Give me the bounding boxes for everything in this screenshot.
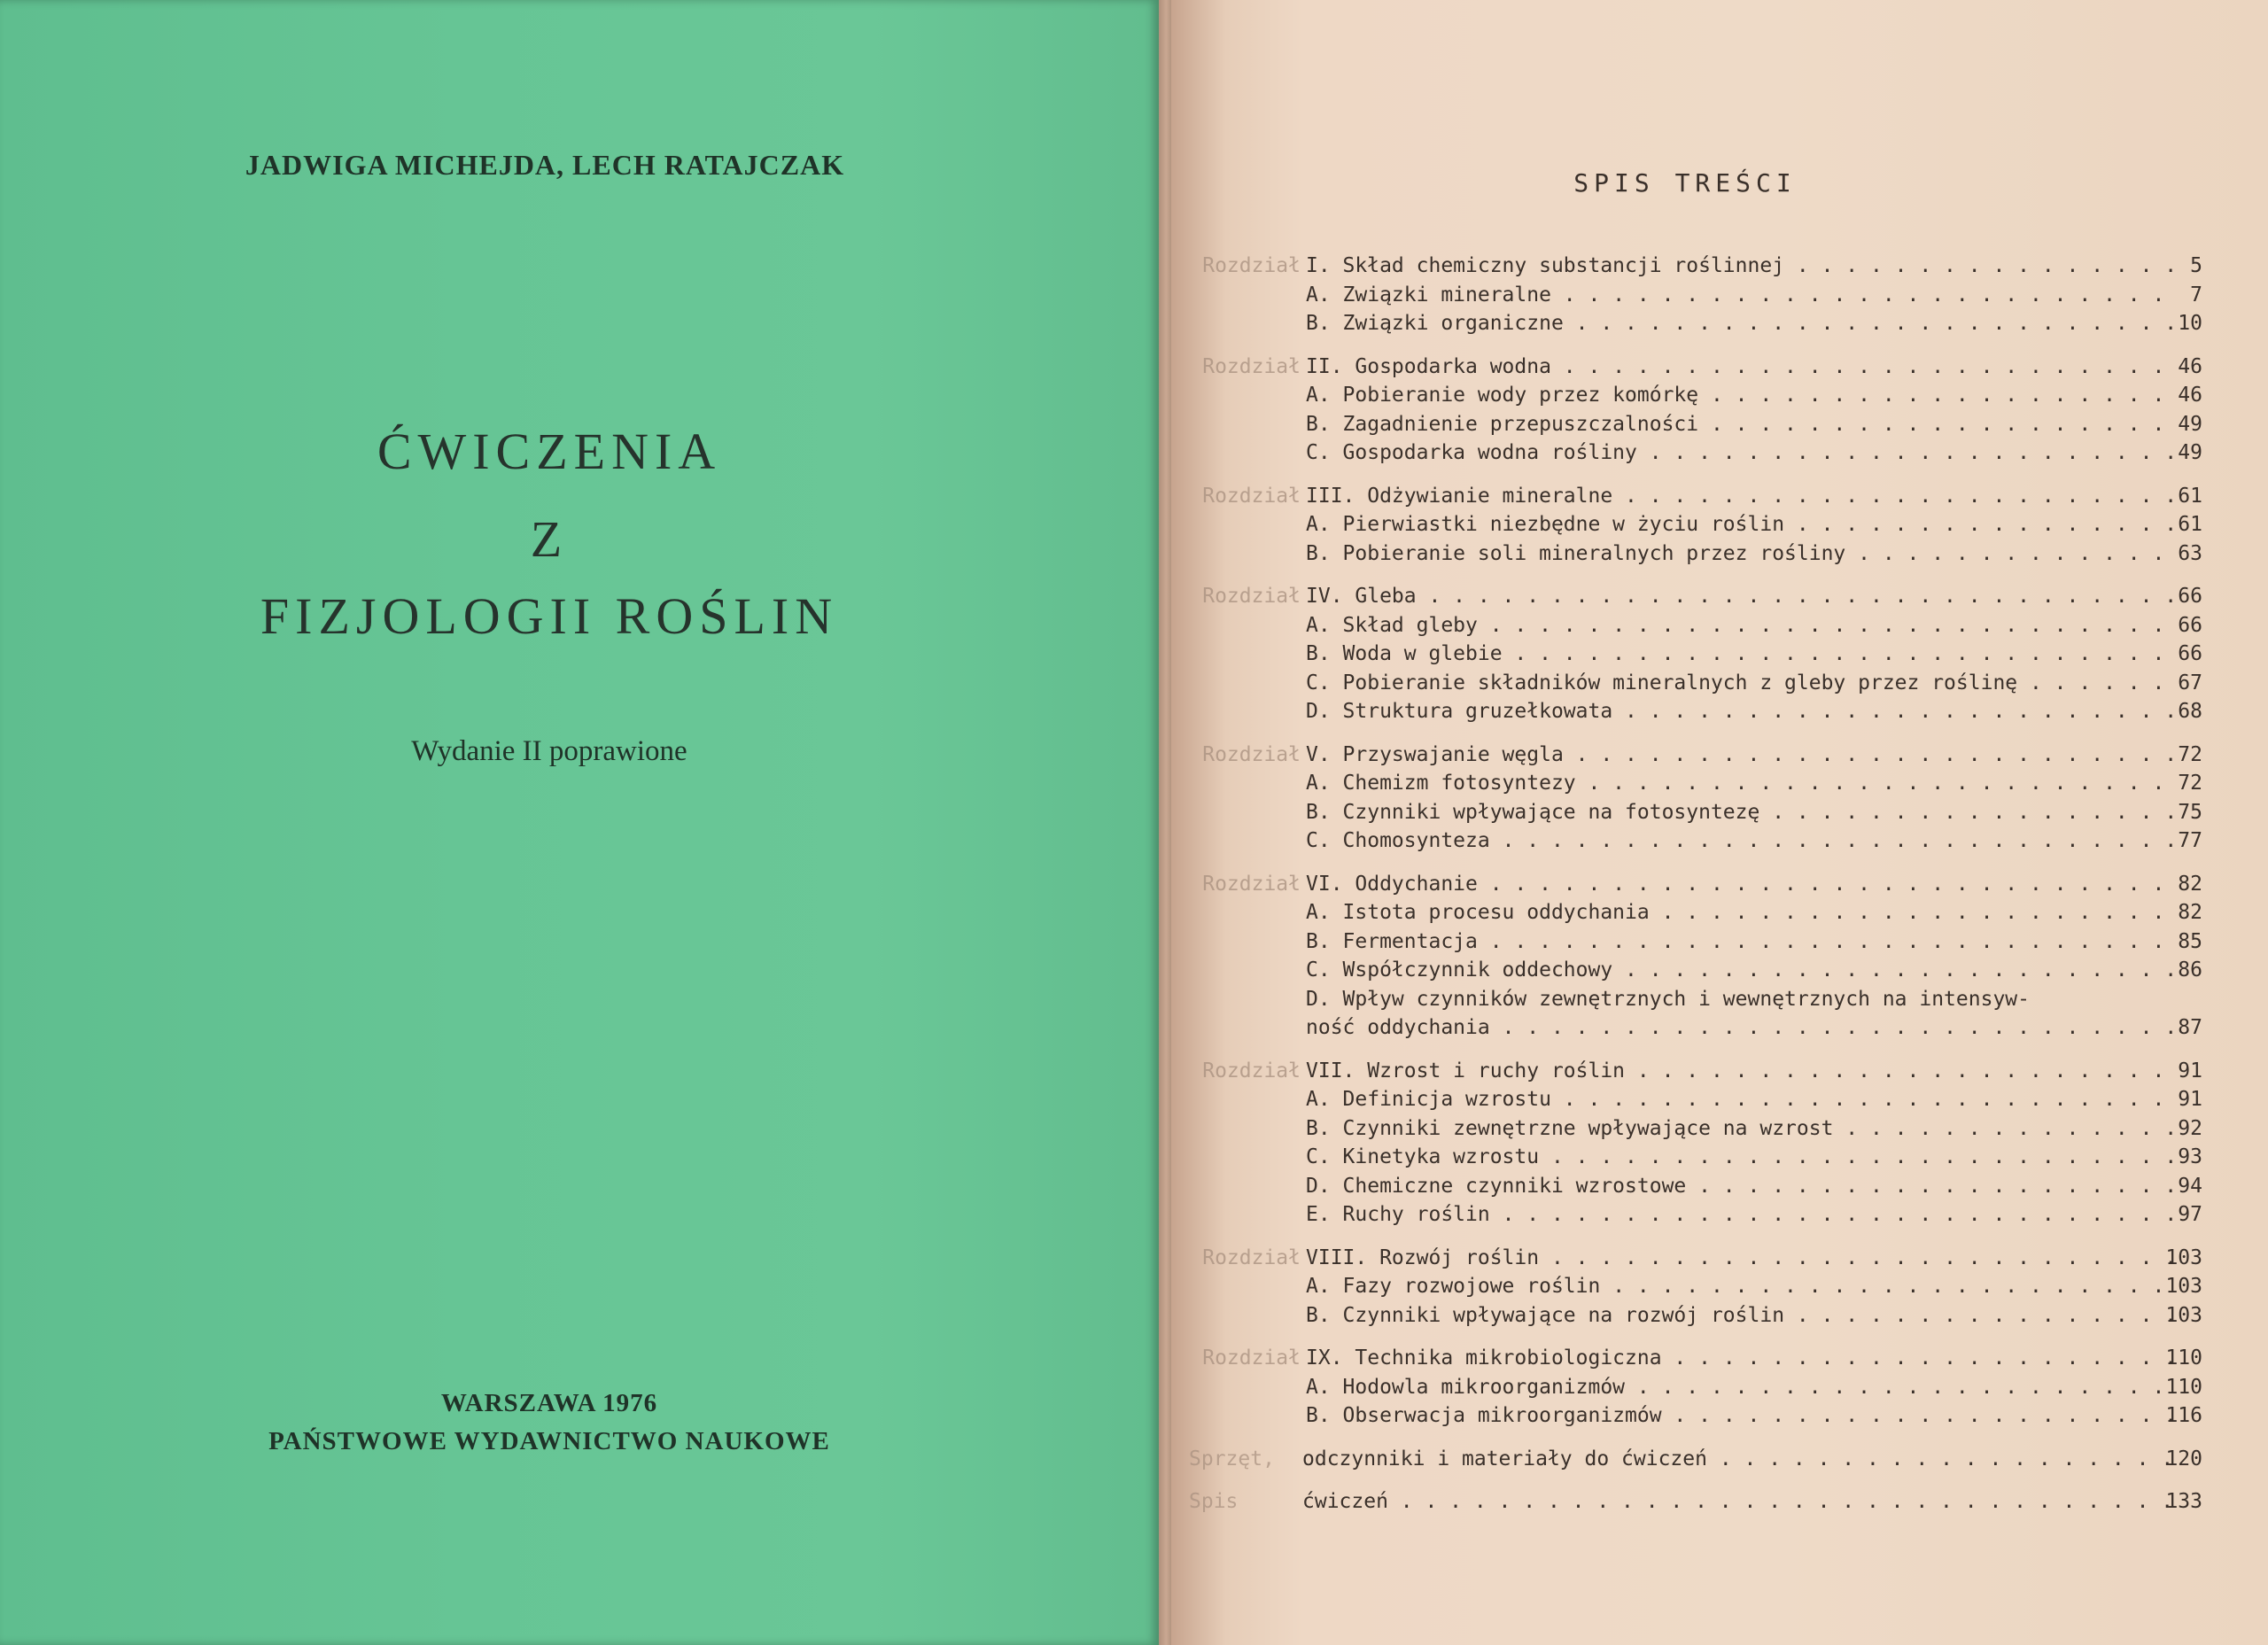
toc-entry-label: A. Pierwiastki niezbędne w życiu roślin . . . (1306, 510, 2172, 539)
toc-entry-label: A. Hodowla mikroorganizmów . . . (1306, 1373, 2172, 1402)
toc-subentry-row (1171, 985, 2268, 1014)
toc-subentry-row (1171, 1301, 2268, 1331)
toc-entry-label: C. Chomosynteza . . . (1306, 826, 2172, 856)
toc-subentry-row (1171, 640, 2268, 669)
toc-subentry-row (1171, 1373, 2268, 1402)
toc-entry-label: B. Obserwacja mikroorganizmów . . . (1306, 1401, 2172, 1431)
toc-subentry-row (1171, 769, 2268, 798)
toc-entry-label: I. Skład chemiczny substancji roślinnej . . . (1306, 252, 2172, 281)
toc-entry-label: ćwiczeń . . . (1302, 1487, 2172, 1517)
toc-entry-label: D. Struktura gruzełkowata . . . (1306, 697, 2172, 726)
toc-subentry-row (1171, 510, 2268, 539)
toc-entry-label: B. Pobieranie soli mineralnych przez rośliny . . . (1306, 539, 2172, 569)
cover-title-line-1: ĆWICZENIA (377, 423, 722, 480)
toc-entry-prefix: Rozdział (1202, 1346, 1301, 1370)
toc-entry-label: odczynniki i materiały do ćwiczeń . . . (1302, 1445, 2172, 1474)
toc-title: SPIS TREŚCI (1573, 168, 1797, 198)
cover-edge (1159, 0, 1171, 1645)
toc-entry-page-number: 91 (2178, 1059, 2202, 1082)
toc-entry-page-number: 82 (2178, 872, 2202, 896)
toc-entry-page-number: 72 (2178, 772, 2202, 795)
toc-entry-page-number: 66 (2178, 642, 2202, 665)
toc-entry-label: VIII. Rozwój roślin . . . (1306, 1244, 2172, 1273)
toc-entry-page-number: 110 (2165, 1375, 2202, 1399)
toc-entry-label: III. Odżywianie mineralne . . . (1306, 482, 2172, 511)
toc-subentry-row (1171, 956, 2268, 985)
toc-chapter-row (1171, 252, 2268, 281)
toc-entry-page-number: 66 (2178, 585, 2202, 608)
toc-chapter-row (1171, 353, 2268, 382)
toc-entry-page-number: 61 (2178, 513, 2202, 536)
toc-chapter-row (1171, 1244, 2268, 1273)
toc-list (1171, 252, 2268, 1531)
toc-entry-prefix: Rozdział (1202, 585, 1301, 608)
toc-entry-page-number: 49 (2178, 441, 2202, 464)
toc-entry-page-number: 110 (2165, 1346, 2202, 1370)
toc-entry-label: A. Chemizm fotosyntezy . . . (1306, 769, 2172, 798)
toc-chapter-row (1171, 870, 2268, 899)
toc-subentry-row (1171, 927, 2268, 957)
toc-entry-page-number: 91 (2178, 1088, 2202, 1111)
toc-entry-page-number: 103 (2165, 1245, 2202, 1269)
toc-entry-label: B. Czynniki zewnętrzne wpływające na wzrost . . . (1306, 1114, 2172, 1144)
toc-subentry-row (1171, 381, 2268, 410)
toc-spacer (1171, 338, 2268, 353)
toc-entry-page-number: 67 (2178, 671, 2202, 694)
toc-entry-label: A. Związki mineralne . . . (1306, 281, 2172, 310)
toc-entry-label: A. Pobieranie wody przez komórkę . . . (1306, 381, 2172, 410)
toc-subentry-row (1171, 1085, 2268, 1114)
toc-entry-label: B. Czynniki wpływające na fotosyntezę . . . (1306, 798, 2172, 827)
toc-entry-label: IV. Gleba . . . (1306, 582, 2172, 611)
toc-entry-page-number: 49 (2178, 412, 2202, 436)
toc-spacer (1171, 568, 2268, 582)
toc-subentry-row (1171, 410, 2268, 439)
toc-subentry-row (1171, 1200, 2268, 1230)
toc-spacer (1171, 1431, 2268, 1445)
toc-entry-label: E. Ruchy roślin . . . (1306, 1200, 2172, 1230)
toc-entry-prefix: Rozdział (1202, 354, 1301, 378)
toc-entry-label: D. Wpływ czynników zewnętrznych i wewnętrznych na intensyw- (1306, 987, 2030, 1011)
toc-subentry-row (1171, 611, 2268, 640)
toc-subentry-row (1171, 309, 2268, 338)
toc-entry-label: B. Zagadnienie przepuszczalności . . . (1306, 410, 2172, 439)
toc-spacer (1171, 1517, 2268, 1531)
toc-spacer (1171, 468, 2268, 482)
toc-entry-page-number: 120 (2165, 1447, 2202, 1470)
toc-entry-prefix: Rozdział (1202, 1245, 1301, 1269)
toc-entry-page-number: 94 (2178, 1174, 2202, 1198)
toc-extra-row (1171, 1487, 2268, 1517)
toc-entry-page-number: 66 (2178, 613, 2202, 637)
toc-entry-page-number: 75 (2178, 800, 2202, 824)
cover-title-line-3: FIZJOLOGII ROŚLIN (260, 587, 839, 645)
toc-entry-page-number: 10 (2178, 312, 2202, 335)
toc-entry-label: ność oddychania . . . (1306, 1013, 2172, 1043)
toc-entry-label: A. Fazy rozwojowe roślin . . . (1306, 1272, 2172, 1301)
toc-subentry-row (1171, 1114, 2268, 1144)
toc-entry-label: VII. Wzrost i ruchy roślin . . . (1306, 1057, 2172, 1086)
toc-subentry-row (1171, 281, 2268, 310)
toc-entry-label: D. Chemiczne czynniki wzrostowe . . . (1306, 1172, 2172, 1201)
toc-subentry-row (1171, 669, 2268, 698)
cover-authors: JADWIGA MICHEJDA, LECH RATAJCZAK (245, 149, 845, 181)
toc-subentry-row (1171, 697, 2268, 726)
toc-entry-page-number: 103 (2165, 1275, 2202, 1298)
toc-entry-label: C. Gospodarka wodna rośliny . . . (1306, 438, 2172, 468)
toc-entry-page-number: 46 (2178, 354, 2202, 378)
toc-subentry-row (1171, 1401, 2268, 1431)
toc-subentry-row (1171, 1172, 2268, 1201)
toc-entry-page-number: 63 (2178, 541, 2202, 565)
toc-entry-prefix: Spis (1189, 1490, 1239, 1513)
toc-subentry-row (1171, 1272, 2268, 1301)
toc-spacer (1171, 856, 2268, 870)
toc-entry-label: A. Definicja wzrostu . . . (1306, 1085, 2172, 1114)
toc-subentry-row (1171, 898, 2268, 927)
cover-publisher-city-year: WARSZAWA 1976 (440, 1389, 658, 1417)
toc-entry-page-number: 68 (2178, 700, 2202, 723)
toc-entry-prefix: Rozdział (1202, 1059, 1301, 1082)
toc-entry-label: B. Woda w glebie . . . (1306, 640, 2172, 669)
toc-chapter-row (1171, 482, 2268, 511)
toc-entry-page-number: 103 (2165, 1303, 2202, 1327)
toc-entry-page-number: 7 (2190, 283, 2202, 306)
cover-title-line-2: Z (530, 510, 569, 568)
toc-page (1171, 0, 2268, 1645)
cover-publisher-name: PAŃSTWOWE WYDAWNICTWO NAUKOWE (268, 1427, 830, 1455)
toc-entry-label: A. Istota procesu oddychania . . . (1306, 898, 2172, 927)
toc-entry-label: A. Skład gleby . . . (1306, 611, 2172, 640)
toc-entry-page-number: 133 (2165, 1490, 2202, 1513)
toc-entry-prefix: Rozdział (1202, 742, 1301, 766)
toc-entry-page-number: 86 (2178, 958, 2202, 982)
toc-subentry-row (1171, 1013, 2268, 1043)
toc-entry-label: II. Gospodarka wodna . . . (1306, 353, 2172, 382)
toc-entry-page-number: 72 (2178, 742, 2202, 766)
toc-entry-page-number: 116 (2165, 1404, 2202, 1427)
toc-chapter-row (1171, 1344, 2268, 1373)
toc-spacer (1171, 1043, 2268, 1057)
cover-edition: Wydanie II poprawione (411, 735, 687, 767)
toc-entry-label: C. Współczynnik oddechowy . . . (1306, 956, 2172, 985)
toc-entry-label: C. Pobieranie składników mineralnych z gleby przez roślinę . . . (1306, 669, 2172, 698)
toc-subentry-row (1171, 1143, 2268, 1172)
toc-entry-label: C. Kinetyka wzrostu . . . (1306, 1143, 2172, 1172)
toc-entry-page-number: 46 (2178, 384, 2202, 407)
toc-chapter-row (1171, 741, 2268, 770)
toc-entry-label: B. Związki organiczne . . . (1306, 309, 2172, 338)
toc-entry-prefix: Rozdział (1202, 484, 1301, 508)
toc-entry-prefix: Rozdział (1202, 254, 1301, 277)
toc-subentry-row (1171, 826, 2268, 856)
toc-entry-label: IX. Technika mikrobiologiczna . . . (1306, 1344, 2172, 1373)
toc-entry-label: B. Czynniki wpływające na rozwój roślin . . . (1306, 1301, 2172, 1331)
toc-extra-row (1171, 1445, 2268, 1474)
toc-spacer (1171, 726, 2268, 741)
toc-entry-page-number: 87 (2178, 1016, 2202, 1039)
toc-subentry-row (1171, 438, 2268, 468)
toc-subentry-row (1171, 539, 2268, 569)
toc-entry-page-number: 77 (2178, 829, 2202, 852)
toc-entry-prefix: Rozdział (1202, 872, 1301, 896)
toc-subentry-row (1171, 798, 2268, 827)
toc-entry-page-number: 92 (2178, 1116, 2202, 1140)
toc-entry-label: VI. Oddychanie . . . (1306, 870, 2172, 899)
toc-entry-label: V. Przyswajanie węgla . . . (1306, 741, 2172, 770)
toc-entry-prefix: Sprzęt, (1189, 1447, 1275, 1470)
toc-entry-page-number: 97 (2178, 1203, 2202, 1226)
toc-entry-page-number: 82 (2178, 901, 2202, 924)
toc-entry-page-number: 5 (2190, 254, 2202, 277)
toc-chapter-row (1171, 582, 2268, 611)
toc-entry-label: B. Fermentacja . . . (1306, 927, 2172, 957)
toc-spacer (1171, 1330, 2268, 1344)
toc-entry-page-number: 93 (2178, 1145, 2202, 1168)
toc-spacer (1171, 1473, 2268, 1487)
toc-entry-page-number: 85 (2178, 929, 2202, 953)
toc-chapter-row (1171, 1057, 2268, 1086)
toc-entry-page-number: 61 (2178, 484, 2202, 508)
toc-spacer (1171, 1230, 2268, 1244)
